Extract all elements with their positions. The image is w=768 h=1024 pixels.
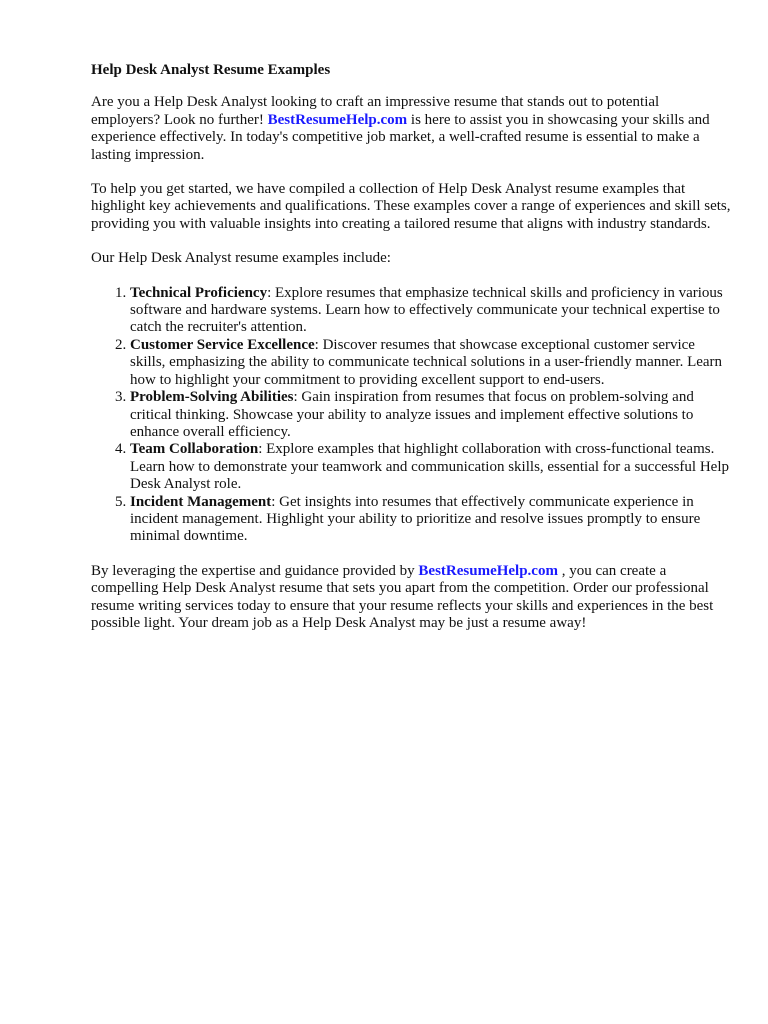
list-intro: Our Help Desk Analyst resume examples include: [91,250,391,267]
closing-text-end: , you can create a compelling Help Desk Analyst resume that sets you apart from the competition. Order our professional resume writing services today to ensure that your resume reflects your skills and experiences in the best possible light. Your dream job as a Help Desk Analyst may be just a resume away! [91,562,714,631]
collection-paragraph: To help you get started, we have compiled a collection of Help Desk Analyst resume examples that highlight key achievements and qualifications. These examples cover a range of experiences and skill sets, providing you with valuable insights into creating a tailored resume that aligns with industry standards. [91,181,731,232]
examples-list [91,285,731,546]
closing-link-bestresumehelp[interactable]: BestResumeHelp.com [418,562,558,579]
list-item-term: Problem-Solving Abilities [130,389,294,406]
list-item-text: : Explore resumes that emphasize technical skills and proficiency in various software and hardware systems. Learn how to effectively communicate your technical expertise to catch the recruiter's attention. [130,284,723,336]
list-item-term: Customer Service Excellence [130,336,315,353]
intro-text-end: is here to assist you in showcasing your skills and experience effectively. In today's competitive job market, a well-crafted resume is essential to make a lasting impression. [91,111,710,163]
document-title: Help Desk Analyst Resume Examples [91,62,331,78]
closing-text-start: By leveraging the expertise and guidance provided by [91,562,419,579]
list-item-term: Team Collaboration [130,441,259,458]
intro-text-start: Are you a Help Desk Analyst looking to craft an impressive resume that stands out to potential employers? Look no further! [91,94,660,128]
list-item-term: Technical Proficiency [130,284,268,301]
document-page [91,62,731,649]
list-item-text: : Explore examples that highlight collaboration with cross-functional teams. Learn how to demonstrate your teamwork and communication skills, essential for a successful Help Desk Analyst role. [130,441,730,493]
list-item [130,337,731,389]
list-item-text: : Get insights into resumes that effectively communicate experience in incident management. Highlight your ability to prioritize and resolve issues promptly to ensure minimal downtime. [130,493,701,545]
list-item [130,285,731,337]
closing-paragraph [91,563,731,633]
list-item-text: : Gain inspiration from resumes that focus on problem-solving and critical thinking. Showcase your ability to analyze issues and implement effective solutions to enhance overall efficiency. [130,389,694,440]
list-item [130,494,731,546]
intro-paragraph [91,94,731,164]
list-item-term: Incident Management [130,493,272,510]
list-item-text: : Discover resumes that showcase exceptional customer service skills, emphasizing the ability to communicate technical solutions in a user-friendly manner. Learn how to highlight your commitment to providing excellent support to end-users. [130,336,723,388]
intro-link-bestresumehelp[interactable]: BestResumeHelp.com [267,111,408,128]
list-item [130,441,731,493]
list-item [130,389,731,441]
